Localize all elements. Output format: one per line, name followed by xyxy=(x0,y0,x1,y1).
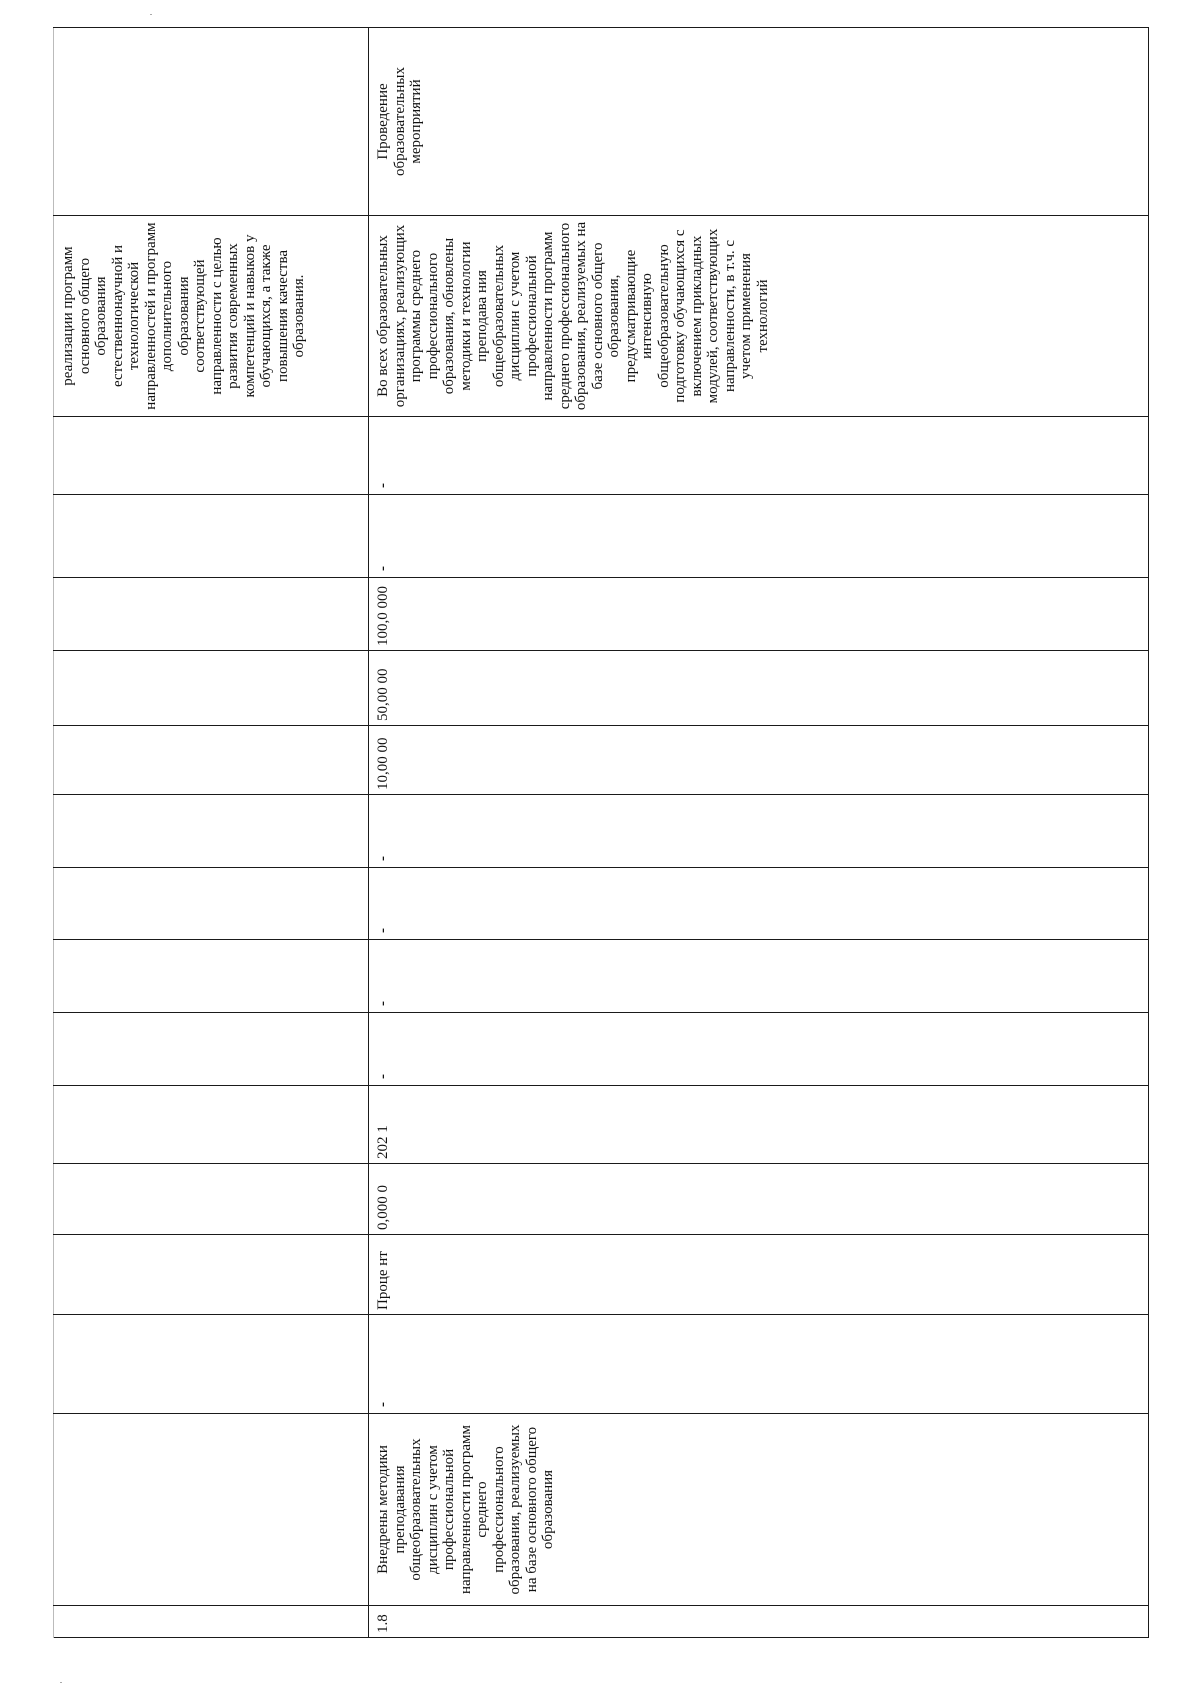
cell-v9-top xyxy=(54,417,369,495)
cell-v7-top xyxy=(54,578,369,651)
cell-base-year: 202 1 xyxy=(369,1086,1149,1164)
cell-v2: - xyxy=(369,940,1149,1013)
cell-v1-top xyxy=(54,1013,369,1086)
cell-c1-top xyxy=(54,1315,369,1414)
cell-v3-top xyxy=(54,868,369,940)
cell-indicator-name: Внедрены методики преподавания общеобразовательных дисциплин с учетом профессиональной направленности программ среднего профессионального образования, реализуемых на базе основного общего образования xyxy=(369,1414,1149,1606)
table-row-continuation xyxy=(54,28,369,1638)
cell-c1: - xyxy=(369,1315,1149,1414)
document-table xyxy=(53,27,1149,1638)
cell-unit: Проце нт xyxy=(369,1235,1149,1315)
cell-v6-top xyxy=(54,651,369,726)
cell-v4: - xyxy=(369,795,1149,868)
cell-v8-top xyxy=(54,495,369,578)
cell-v1: - xyxy=(369,1013,1149,1086)
scan-speck xyxy=(60,1682,62,1683)
cell-name-top xyxy=(54,1414,369,1606)
cell-v5: 10,00 00 xyxy=(369,726,1149,795)
table-row-1-8 xyxy=(369,28,1149,1638)
cell-number-top xyxy=(54,1606,369,1638)
cell-activity-top xyxy=(54,28,369,216)
cell-v6: 50,00 00 xyxy=(369,651,1149,726)
cell-v7: 100,0 000 xyxy=(369,578,1149,651)
scan-speck xyxy=(150,14,152,15)
cell-v2-top xyxy=(54,940,369,1013)
cell-v8: - xyxy=(369,495,1149,578)
cell-base-value: 0,000 0 xyxy=(369,1164,1149,1235)
cell-result-top: реализации программ основного общего образования естественнонаучной и технологической направленностей и программ дополнительного образования соответствующей направленности с целью развития современных компетенций и навыков у обучающихся, а также повышения качества образования. xyxy=(54,216,369,417)
cell-base-value-top xyxy=(54,1164,369,1235)
cell-v3: - xyxy=(369,868,1149,940)
cell-row-number: 1.8 xyxy=(369,1606,1149,1638)
cell-unit-top xyxy=(54,1235,369,1315)
cell-v9: - xyxy=(369,417,1149,495)
cell-v5-top xyxy=(54,726,369,795)
cell-result: Во всех образовательных организациях, реализующих программы среднего профессионального образования, обновлены методики и технологии преподава ния общеобразовательных дисциплин с учетом профессиональной направленности программ среднего профессионального образования, реализуемых на базе основного общего образования, предусматривающие интенсивную общеобразовательную подготовку обучающихся с включением прикладных модулей, соответствующих направленности, в т.ч. с учетом применения технологий xyxy=(369,216,1149,417)
cell-base-year-top xyxy=(54,1086,369,1164)
cell-activity: Проведение образовательных мероприятий xyxy=(369,28,1149,216)
rotated-page xyxy=(53,48,1148,1638)
cell-v4-top xyxy=(54,795,369,868)
